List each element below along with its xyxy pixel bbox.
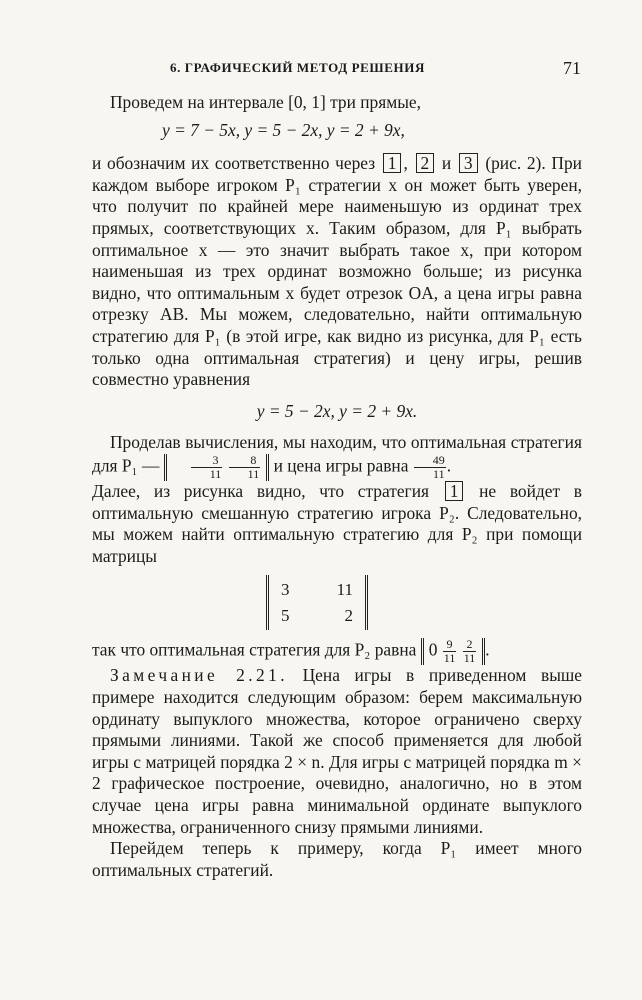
numerator: 49	[414, 454, 446, 468]
remark-label: Замечание 2.21.	[110, 665, 288, 686]
comma: ,	[403, 153, 408, 174]
text-fragment: так что оптимальная стратегия для P₂ равна	[92, 639, 417, 660]
numerator: 2	[463, 638, 477, 652]
line-label-box: 1	[445, 481, 464, 501]
page-body	[92, 92, 582, 881]
remark	[92, 665, 582, 838]
period: .	[446, 455, 452, 476]
zero-component: 0	[428, 639, 438, 660]
denominator: 11	[443, 651, 456, 666]
denominator: 11	[463, 651, 476, 666]
game-value-fraction	[414, 454, 446, 481]
text-fragment: и обозначим их соответственно через	[92, 153, 376, 174]
paragraph-reasoning	[92, 153, 582, 391]
payoff-matrix	[266, 575, 368, 630]
line-label-box: 3	[459, 153, 478, 173]
line-label-box: 2	[416, 153, 435, 173]
fraction	[229, 454, 261, 481]
paragraph-result	[92, 432, 582, 481]
matrix-row	[277, 577, 357, 603]
remark-text: Цена игры в приведенном выше примере находится следующим образом: берем максимальную ординату выпуклого множества, которое ограничено сверху прямыми линиями. Такой же способ применяется для любой игры с матрицей порядка 2 × n. Для игры с матрицей порядка m × 2 графическое построение, очевидно, аналогично, но в этом случае цена игры равна минимальной ординате выпуклого множества, ограниченного снизу прямыми линиями.	[92, 665, 582, 837]
matrix-row	[277, 603, 357, 629]
strategy-vector	[164, 454, 269, 481]
fraction	[463, 638, 477, 665]
fraction	[191, 454, 223, 481]
paragraph-p2-strategy	[92, 638, 582, 665]
paragraph-matrix-intro	[92, 481, 582, 567]
page-header	[0, 58, 642, 80]
matrix-cell: 11	[336, 580, 353, 600]
conjunction: и	[441, 153, 452, 174]
matrix-table	[277, 577, 357, 628]
matrix-cell: 2	[344, 605, 353, 625]
paragraph-intro: Проведем на интервале [0, 1] три прямые,	[110, 92, 422, 112]
fraction	[443, 638, 457, 665]
numerator: 9	[443, 638, 457, 652]
text-fragment: Проделав вычисления, мы находим, что оптимальная стратегия для P₁ —	[92, 432, 582, 476]
paragraph-next: Перейдем теперь к примеру, когда P₁ имеет много оптимальных стратегий.	[92, 838, 582, 880]
text-fragment: Далее, из рисунка видно, что стратегия	[92, 480, 430, 501]
denominator: 11	[433, 466, 445, 481]
text-fragment: (рис. 2). При каждом выборе игроком P₁ стратегии x он может быть уверен, что получит по крайней мере наименьшую из ординат трех прямых, соответствующих x. Таким образом, для P₁ выбрать оптимальное x — это значит выбрать такое x, при котором наименьшая из трех ординат возможно больше; из рисунка видно, что оптимальным x будет отрезок OA, а цена игры равна отрезку AB. Мы можем, следовательно, найти оптимальную стратегию для P₁ (в этой игре, как видно из рисунка, для P₁ есть только одна оптимальная стратегия) и цену игры, решив совместно уравнения	[92, 153, 582, 390]
running-title: 6. ГРАФИЧЕСКИЙ МЕТОД РЕШЕНИЯ	[170, 60, 425, 75]
numerator: 8	[229, 454, 261, 468]
period: .	[485, 639, 490, 660]
denominator: 11	[247, 466, 260, 481]
strategy-vector	[421, 638, 486, 665]
equations-system: y = 5 − 2x, y = 2 + 9x.	[256, 400, 418, 421]
line-label-box: 1	[383, 153, 402, 173]
matrix-cell: 5	[281, 605, 290, 625]
page-number: 71	[563, 58, 581, 78]
equations-lines: y = 7 − 5x, y = 5 − 2x, y = 2 + 9x,	[162, 119, 405, 140]
matrix-cell: 3	[281, 580, 290, 600]
text-fragment: и цена игры равна	[273, 455, 409, 476]
denominator: 11	[209, 466, 222, 481]
numerator: 3	[191, 454, 223, 468]
text-fragment: не войдет в оптимальную смешанную стратегию игрока P₂. Следовательно, мы можем найти оптимальную стратегию для P₂ при помощи матрицы	[92, 480, 583, 566]
